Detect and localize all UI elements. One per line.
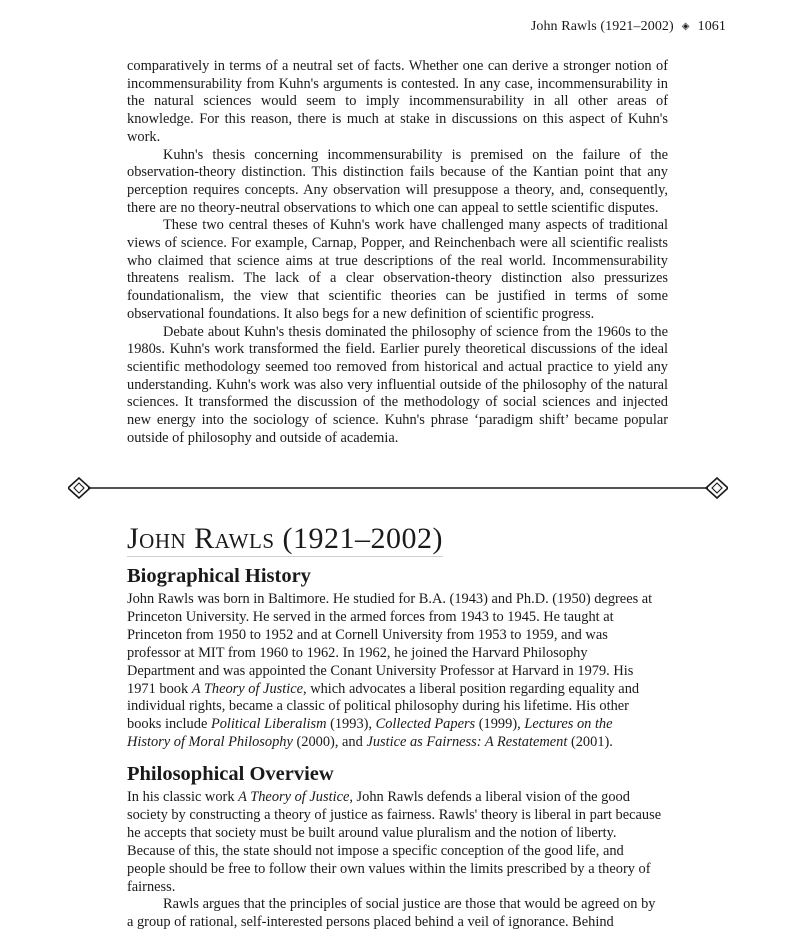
book-title: A Theory of Justice	[238, 789, 350, 805]
paragraph: These two central theses of Kuhn's work have challenged many aspects of traditional views of science. For example, Carnap, Popper, and Reinchenbach were all scientific realists who claimed that science aims at true descriptions of the real world. Incommensurability threatens realism. The lack of a clear observation-theory distinction also pressurizes foundationalism, the view that scientific theories can be justified in terms of some observational foundations. It also begs for a new definition of scientific progress.	[127, 217, 668, 322]
page-number: 1061	[697, 19, 726, 34]
paragraph: Kuhn's thesis concerning incommensurability is premised on the failure of the observation-theory distinction. This distinction fails because of the Kantian point that any perception requires concepts. Any observation will presuppose a theory, and, consequently, there are no theory-neutral observations to which one can appeal to settle scientific disputes.	[127, 146, 668, 216]
running-title: John Rawls (1921–2002)	[530, 19, 674, 34]
previous-section-text	[127, 58, 668, 447]
paragraph: Rawls argues that the principles of social justice are those that would be agreed on by a group of rational, self-interested persons placed behind a veil of ignorance. Behind	[127, 896, 656, 931]
paragraph: In his classic work A Theory of Justice, John Rawls defends a liberal vision of the good society by constructing a theory of justice as fairness. Rawls' theory is liberal in part because he accepts that society must be built around value pluralism and the notion of liberty. Because of this, the state should not impose a specific conception of the good life, and people should be free to follow their own values within the limits prescribed by a theory of fairness.	[127, 789, 662, 895]
book-title: Lectures on the History of Moral Philosophy	[127, 716, 613, 751]
chapter-title: John Rawls (1921–2002)	[127, 522, 443, 555]
biography-text: John Rawls was born in Baltimore. He studied for B.A. (1943) and Ph.D. (1950) degrees at Princeton University. He served in the armed forces from 1943 to 1945. He taught at Princeton from 1950 to 1952 and at Cornell University from 1953 to 1959, and was professor at MIT from 1960 to 1962. In 1962, he joined the Harvard Philosophy Department and was appointed the Conant University Professor at Harvard in 1979. His 1971 book A Theory of Justice, which advocates a liberal position regarding equality and individual rights, became a classic of political philosophy during his lifetime. His other books include Political Liberalism (1993), Collected Papers (1999), Lectures on the History of Moral Philosophy (2000), and Justice as Fairness: A Restatement (2001).	[127, 591, 653, 751]
section-heading: Philosophical Overview	[127, 763, 334, 785]
diamond-separator-icon: ◈	[681, 21, 690, 32]
paragraph: Debate about Kuhn's thesis dominated the philosophy of science from the 1960s to the 1980s. Kuhn's work transformed the field. Earlier purely theoretical discussions of the ideal scientific methodology seemed too removed from historical and actual practice to yield any understanding. Kuhn's work was also very influential outside of the philosophy of the natural sciences. It transformed the discussion of the methodology of social sciences and injected new energy into the sociology of science. Kuhn's phrase ‘paradigm shift’ became popular outside of philosophy and outside of academia.	[127, 323, 668, 446]
book-title: Justice as Fairness: A Restatement	[366, 734, 568, 751]
book-title: A Theory of Justice	[191, 680, 304, 697]
running-header	[531, 19, 726, 35]
philosophical-overview-section	[127, 762, 663, 932]
paragraph: comparatively in terms of a neutral set of facts. Whether one can derive a stronger notion of incommensurability from Kuhn's arguments is contested. In any case, incommensurability in the natural sciences would seem to imply incommensurability in all other areas of knowledge. For this reason, there is much at stake in discussions on this aspect of Kuhn's work.	[127, 58, 668, 145]
biographical-history-section	[127, 564, 657, 752]
section-heading: Biographical History	[127, 565, 311, 587]
ornamental-divider-icon	[68, 477, 728, 499]
book-title: Collected Papers	[375, 716, 476, 733]
overview-text	[127, 789, 663, 932]
book-title: Political Liberalism	[210, 716, 327, 733]
section-divider	[68, 477, 728, 499]
